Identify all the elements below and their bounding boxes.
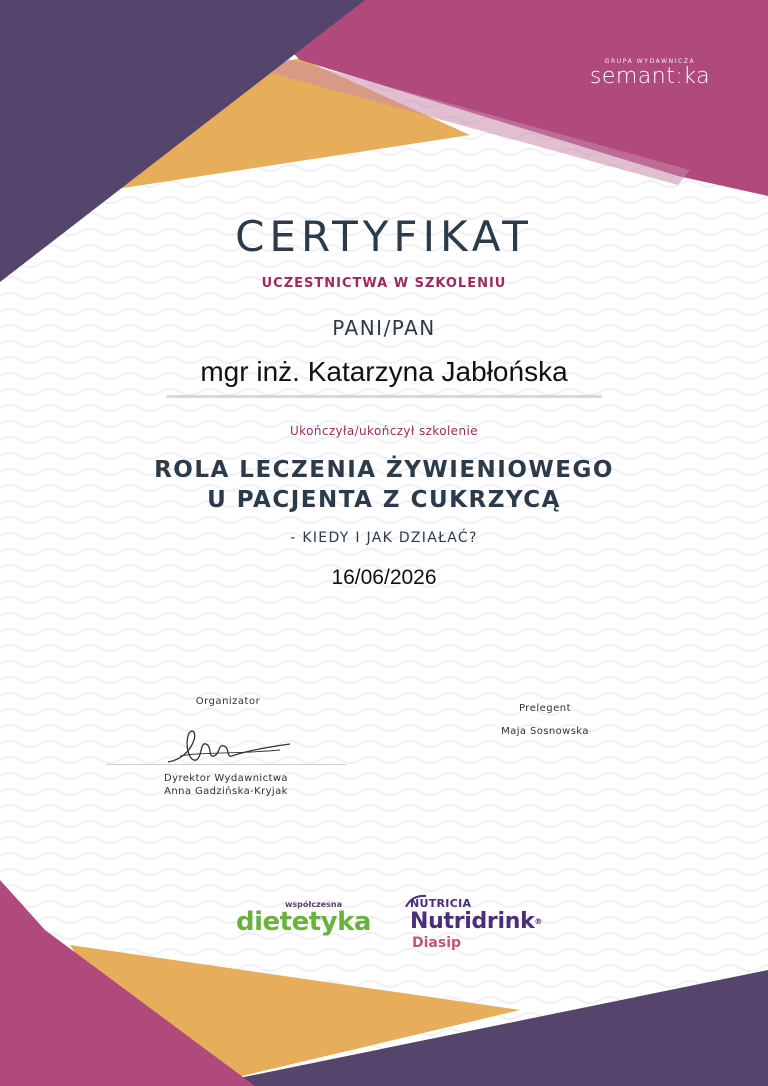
completed-text: Ukończyła/ukończył szkolenie [289, 424, 478, 438]
director-name: Anna Gadzińska-Kryjak [164, 786, 288, 797]
registered-mark: ® [534, 917, 543, 926]
nutridrink-name: Nutridrink [410, 909, 535, 934]
course-title-line-2: U PACJENTA Z CUKRZYCĄ [207, 487, 561, 513]
nutridrink-text [410, 910, 544, 934]
diasip-text: Diasip [412, 935, 462, 951]
signature-image [160, 722, 300, 770]
course-title [0, 455, 768, 515]
course-title-line-1: ROLA LECZENIA ŻYWIENIOWEGO [154, 457, 614, 483]
signature-line [106, 764, 346, 765]
organizer-label: Organizator [195, 696, 261, 707]
dietetyka-logo [236, 900, 376, 935]
nutridrink-logo [404, 893, 544, 952]
salutation: PANI/PAN [332, 316, 436, 340]
director-title: Dyrektor Wydawnictwa [164, 773, 288, 784]
name-underline [166, 395, 602, 398]
certificate-title: CERTYFIKAT [235, 212, 533, 261]
recipient-name: mgr inż. Katarzyna Jabłońska [200, 356, 568, 387]
dietetyka-small-text: współczesna [284, 900, 342, 909]
speaker-label: Prelegent [518, 703, 572, 714]
brand-group-label: GRUPA WYDAWNICZA [604, 58, 696, 65]
dietetyka-big-text: dietetyka [236, 907, 371, 937]
course-subtitle: - KIEDY I JAK DZIAŁAĆ? [290, 530, 478, 546]
semantika-logo [560, 58, 740, 89]
brand-name: semant:ka [589, 64, 711, 89]
nutricia-text: NUTRICIA [410, 897, 472, 910]
nutricia-arc-icon [404, 893, 474, 907]
speaker-name: Maja Sosnowska [501, 726, 589, 737]
certificate-subtitle: UCZESTNICTWA W SZKOLENIU [261, 276, 507, 291]
certificate-date: 16/06/2026 [331, 566, 437, 589]
